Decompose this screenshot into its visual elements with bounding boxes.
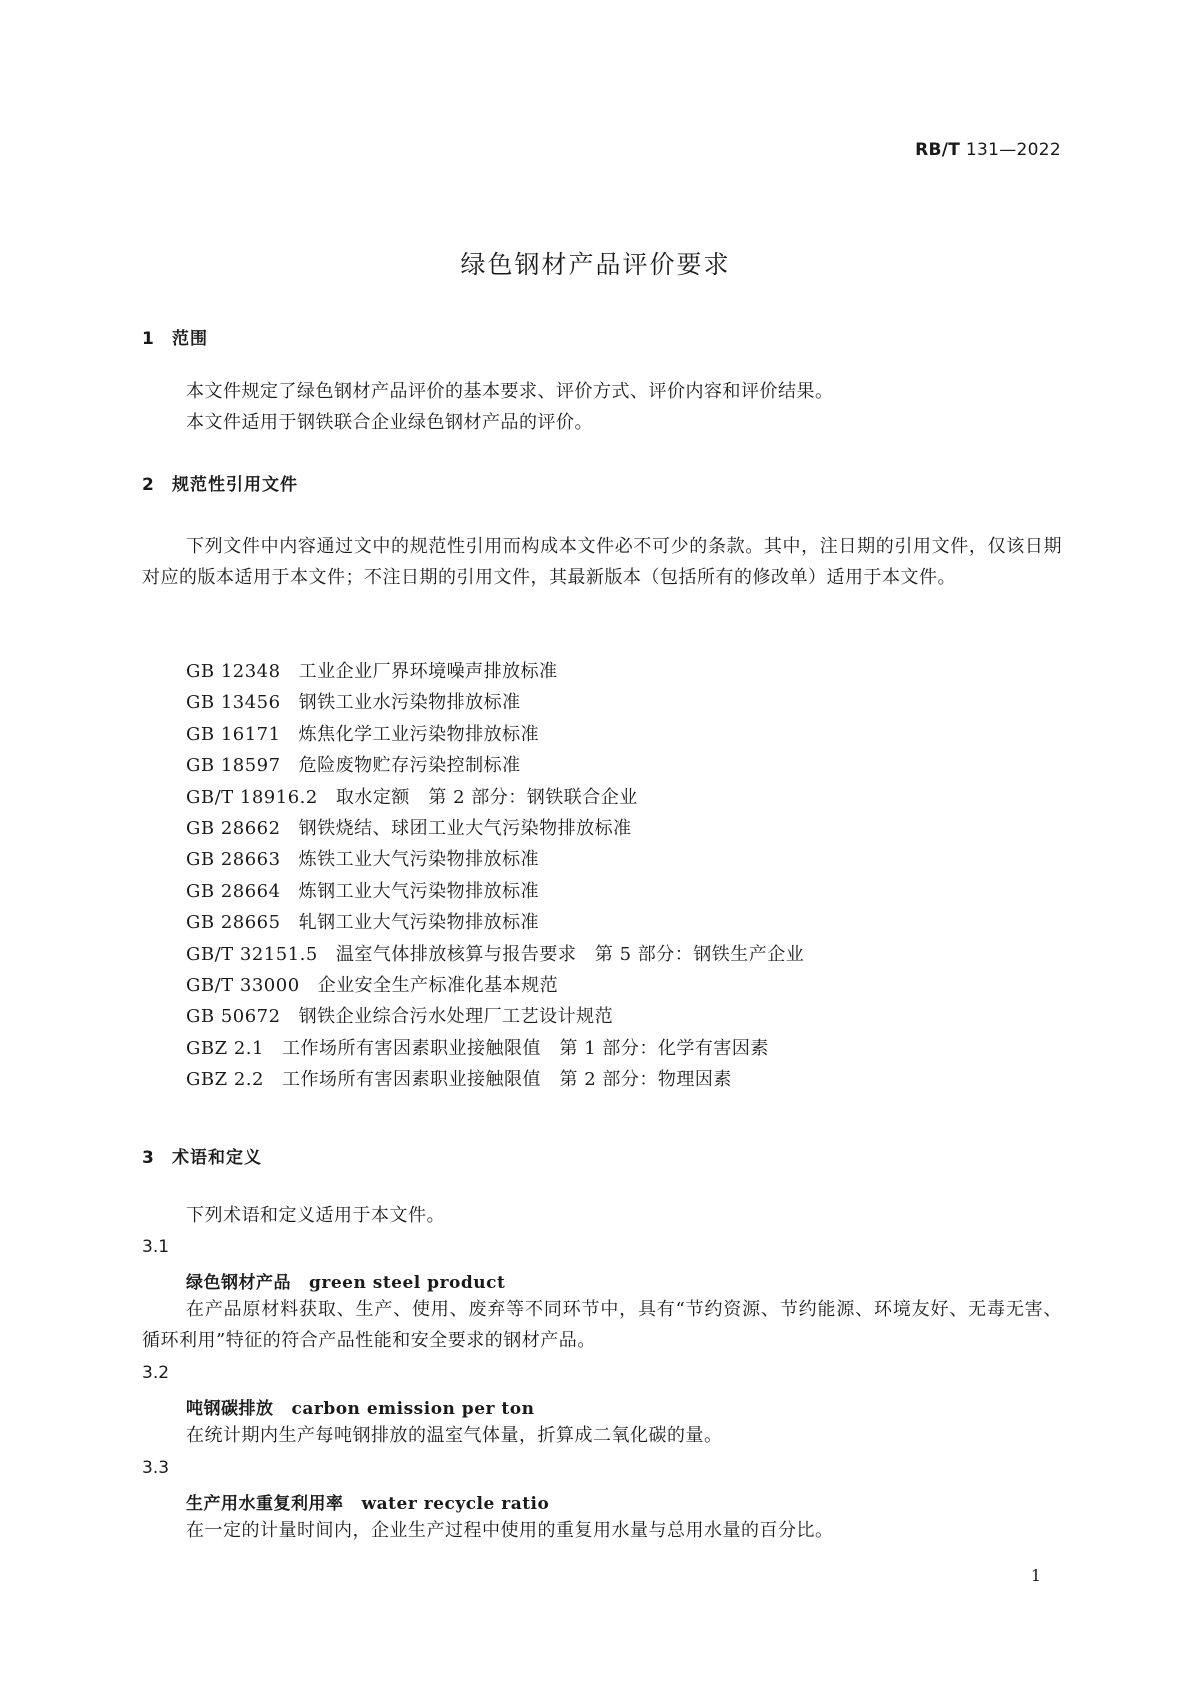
section-3-intro: 下列术语和定义适用于本文件。 [186,1205,445,1226]
reference-code: GB 50672 [186,1006,281,1028]
section-2-number: 2 [142,475,155,495]
reference-item [186,656,804,687]
reference-code: GB 28665 [186,912,281,934]
reference-item [186,1064,804,1095]
reference-title: 钢铁工业水污染物排放标准 [298,692,521,714]
section-2-heading [142,470,298,495]
reference-title: 炼钢工业大气污染物排放标准 [298,880,540,902]
reference-title: 炼铁工业大气污染物排放标准 [298,849,540,871]
reference-code: GB 16171 [186,723,281,745]
term-3-3-definition: 在一定的计量时间内，企业生产过程中使用的重复用水量与总用水量的百分比。 [186,1520,834,1541]
reference-title: 钢铁企业综合污水处理厂工艺设计规范 [298,1006,614,1028]
reference-item [186,719,804,750]
term-3-3-en: water recycle ratio [361,1494,550,1514]
reference-code: GBZ 2.1 [186,1037,264,1059]
reference-item [186,782,804,813]
section-1-paragraph-1: 本文件规定了绿色钢材产品评价的基本要求、评价方式、评价内容和评价结果。 [186,381,834,402]
term-3-3 [186,1489,549,1514]
reference-title: 工业企业厂界环境噪声排放标准 [298,661,558,682]
section-3-heading [142,1143,262,1168]
clause-3-3-number: 3.3 [142,1458,170,1478]
document-title: 绿色钢材产品评价要求 [460,250,731,279]
reference-code: GB 12348 [186,661,281,682]
reference-item [186,876,804,907]
clause-3-1-number: 3.1 [142,1237,170,1257]
reference-code: GB/T 32151.5 [186,943,318,965]
reference-item [186,1001,804,1032]
reference-title: 工作场所有害因素职业接触限值 第 2 部分：物理因素 [281,1069,732,1091]
reference-code: GBZ 2.2 [186,1069,264,1091]
reference-title: 温室气体排放核算与报告要求 第 5 部分：钢铁生产企业 [335,943,805,965]
reference-code: GB/T 18916.2 [186,786,318,808]
reference-item [186,907,804,938]
standard-code [915,140,1061,160]
section-2-intro: 下列文件中内容通过文中的规范性引用而构成本文件必不可少的条款。其中，注日期的引用文件，仅该日期对应的版本适用于本文件；不注日期的引用文件，其最新版本（包括所有的修改单）适用于本文件。 [142,536,1062,588]
section-1-number: 1 [142,329,155,349]
reference-item [186,939,804,970]
reference-title: 钢铁烧结、球团工业大气污染物排放标准 [298,817,632,839]
term-3-1-definition: 在产品原材料获取、生产、使用、废弃等不同环节中，具有“节约资源、节约能源、环境友好、无毒无害、循环利用”特征的符合产品性能和安全要求的钢材产品。 [142,1299,1062,1351]
term-3-2-definition: 在统计期内生产每吨钢排放的温室气体量，折算成二氧化碳的量。 [186,1425,723,1446]
section-1-title: 范围 [172,329,208,349]
reference-item [186,844,804,875]
reference-item [186,970,804,1001]
section-3-number: 3 [142,1148,155,1168]
reference-item [186,750,804,781]
reference-item [186,687,804,718]
term-3-1-zh: 绿色钢材产品 [186,1273,291,1293]
reference-title: 企业安全生产标准化基本规范 [317,974,559,996]
normative-references-list [186,656,804,1095]
reference-title: 轧钢工业大气污染物排放标准 [298,912,540,934]
reference-title: 取水定额 第 2 部分：钢铁联合企业 [335,786,638,808]
reference-code: GB 13456 [186,692,281,714]
standard-number: 131—2022 [965,140,1061,160]
section-2-title: 规范性引用文件 [172,475,298,495]
term-3-3-zh: 生产用水重复利用率 [186,1494,344,1514]
reference-code: GB 28663 [186,849,281,871]
term-3-2 [186,1394,534,1419]
reference-code: GB 18597 [186,755,281,777]
section-3-title: 术语和定义 [172,1148,262,1168]
term-3-1 [186,1268,505,1293]
term-3-2-en: carbon emission per ton [291,1399,535,1419]
standard-prefix: RB/T [915,140,961,160]
section-1-heading [142,324,208,349]
term-3-1-en: green steel product [309,1273,506,1293]
page-number: 1 [1030,1566,1041,1585]
reference-code: GB/T 33000 [186,974,300,996]
reference-code: GB 28662 [186,817,281,839]
reference-title: 炼焦化学工业污染物排放标准 [298,723,540,745]
clause-3-2-number: 3.2 [142,1363,170,1383]
reference-item [186,1033,804,1064]
reference-title: 危险废物贮存污染控制标准 [298,755,521,777]
reference-item [186,813,804,844]
term-3-2-zh: 吨钢碳排放 [186,1399,274,1419]
section-1-paragraph-2: 本文件适用于钢铁联合企业绿色钢材产品的评价。 [186,412,593,433]
reference-code: GB 28664 [186,880,281,902]
reference-title: 工作场所有害因素职业接触限值 第 1 部分：化学有害因素 [281,1037,769,1059]
